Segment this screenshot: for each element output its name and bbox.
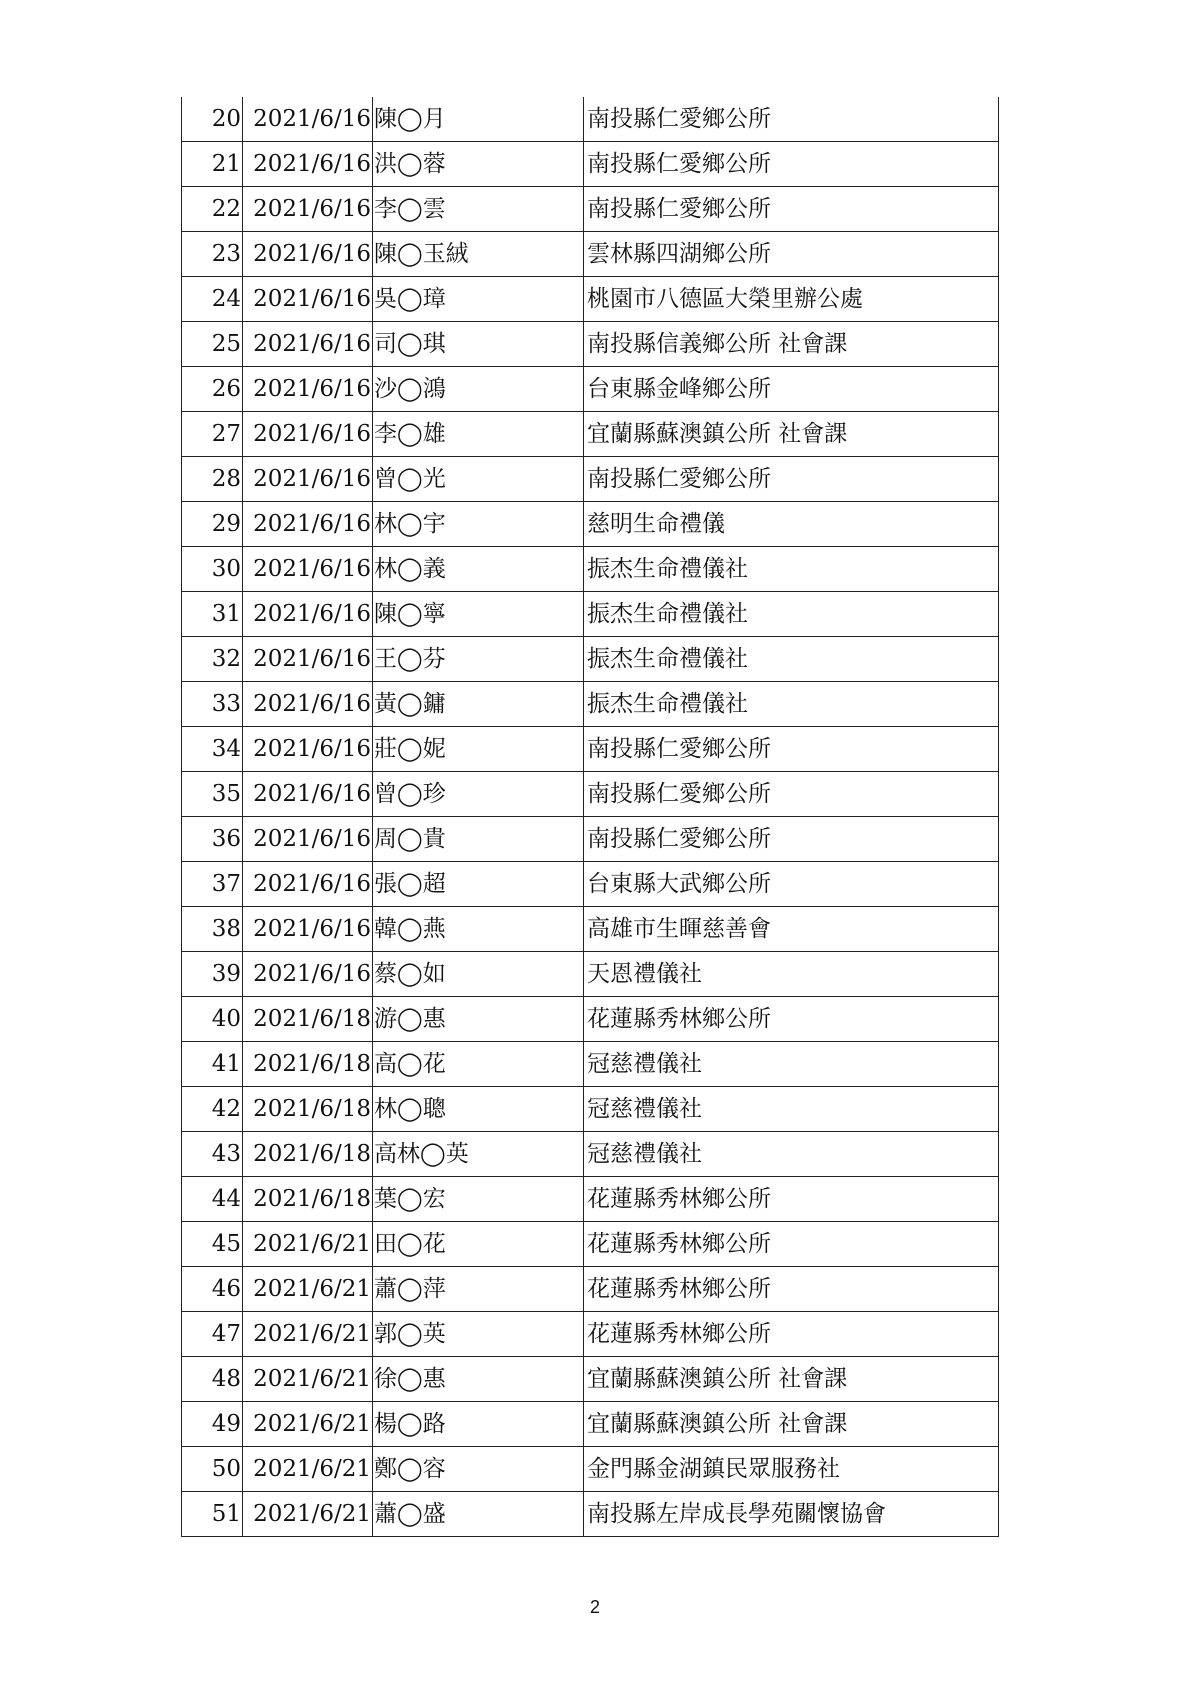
table-row: [182, 592, 999, 637]
name-cell: 蕭◯萍: [373, 1267, 584, 1312]
name-cell: 蔡◯如: [373, 952, 584, 997]
date-cell: 2021/6/16: [243, 502, 373, 547]
name-cell: 張◯超: [373, 862, 584, 907]
table-row: [182, 862, 999, 907]
organization-cell: 花蓮縣秀林鄉公所: [584, 997, 999, 1042]
date-cell: 2021/6/21: [243, 1267, 373, 1312]
date-cell: 2021/6/16: [243, 97, 373, 142]
date-cell: 2021/6/16: [243, 637, 373, 682]
page-number: 2: [589, 1597, 600, 1617]
row-number-cell: 20: [182, 97, 243, 142]
row-number-cell: 32: [182, 637, 243, 682]
date-cell: 2021/6/16: [243, 367, 373, 412]
organization-cell: 南投縣仁愛鄉公所: [584, 727, 999, 772]
organization-cell: 南投縣仁愛鄉公所: [584, 97, 999, 142]
name-cell: 高◯花: [373, 1042, 584, 1087]
name-cell: 曾◯珍: [373, 772, 584, 817]
table-row: [182, 232, 999, 277]
name-cell: 洪◯蓉: [373, 142, 584, 187]
name-cell: 楊◯路: [373, 1402, 584, 1447]
table-row: [182, 1087, 999, 1132]
table-row: [182, 502, 999, 547]
date-cell: 2021/6/18: [243, 1177, 373, 1222]
table-row: [182, 187, 999, 232]
date-cell: 2021/6/16: [243, 592, 373, 637]
table-row: [182, 412, 999, 457]
organization-cell: 台東縣金峰鄉公所: [584, 367, 999, 412]
name-cell: 韓◯燕: [373, 907, 584, 952]
name-cell: 黃◯鏞: [373, 682, 584, 727]
date-cell: 2021/6/16: [243, 232, 373, 277]
table-row: [182, 322, 999, 367]
organization-cell: 南投縣仁愛鄉公所: [584, 142, 999, 187]
date-cell: 2021/6/16: [243, 412, 373, 457]
table-row: [182, 727, 999, 772]
row-number-cell: 34: [182, 727, 243, 772]
organization-cell: 宜蘭縣蘇澳鎮公所 社會課: [584, 1402, 999, 1447]
row-number-cell: 49: [182, 1402, 243, 1447]
row-number-cell: 51: [182, 1492, 243, 1537]
organization-cell: 宜蘭縣蘇澳鎮公所 社會課: [584, 412, 999, 457]
row-number-cell: 44: [182, 1177, 243, 1222]
name-cell: 郭◯英: [373, 1312, 584, 1357]
date-cell: 2021/6/21: [243, 1357, 373, 1402]
records-table: [181, 97, 999, 1537]
row-number-cell: 38: [182, 907, 243, 952]
name-cell: 李◯雄: [373, 412, 584, 457]
name-cell: 莊◯妮: [373, 727, 584, 772]
row-number-cell: 48: [182, 1357, 243, 1402]
date-cell: 2021/6/16: [243, 142, 373, 187]
name-cell: 鄭◯容: [373, 1447, 584, 1492]
date-cell: 2021/6/16: [243, 682, 373, 727]
row-number-cell: 35: [182, 772, 243, 817]
date-cell: 2021/6/16: [243, 727, 373, 772]
row-number-cell: 28: [182, 457, 243, 502]
table-row: [182, 817, 999, 862]
row-number-cell: 50: [182, 1447, 243, 1492]
organization-cell: 振杰生命禮儀社: [584, 547, 999, 592]
organization-cell: 南投縣仁愛鄉公所: [584, 457, 999, 502]
table-row: [182, 682, 999, 727]
date-cell: 2021/6/16: [243, 952, 373, 997]
organization-cell: 花蓮縣秀林鄉公所: [584, 1312, 999, 1357]
organization-cell: 宜蘭縣蘇澳鎮公所 社會課: [584, 1357, 999, 1402]
organization-cell: 雲林縣四湖鄉公所: [584, 232, 999, 277]
organization-cell: 冠慈禮儀社: [584, 1042, 999, 1087]
row-number-cell: 27: [182, 412, 243, 457]
row-number-cell: 29: [182, 502, 243, 547]
date-cell: 2021/6/21: [243, 1312, 373, 1357]
date-cell: 2021/6/18: [243, 1087, 373, 1132]
date-cell: 2021/6/21: [243, 1402, 373, 1447]
row-number-cell: 42: [182, 1087, 243, 1132]
row-number-cell: 40: [182, 997, 243, 1042]
date-cell: 2021/6/21: [243, 1222, 373, 1267]
table-row: [182, 997, 999, 1042]
table-row: [182, 277, 999, 322]
name-cell: 林◯聰: [373, 1087, 584, 1132]
organization-cell: 振杰生命禮儀社: [584, 637, 999, 682]
table-row: [182, 1447, 999, 1492]
row-number-cell: 41: [182, 1042, 243, 1087]
table-row: [182, 142, 999, 187]
table-row: [182, 637, 999, 682]
name-cell: 高林◯英: [373, 1132, 584, 1177]
row-number-cell: 31: [182, 592, 243, 637]
row-number-cell: 36: [182, 817, 243, 862]
table-row: [182, 1042, 999, 1087]
name-cell: 陳◯月: [373, 97, 584, 142]
row-number-cell: 45: [182, 1222, 243, 1267]
table-row: [182, 1357, 999, 1402]
organization-cell: 南投縣仁愛鄉公所: [584, 187, 999, 232]
name-cell: 葉◯宏: [373, 1177, 584, 1222]
date-cell: 2021/6/18: [243, 1132, 373, 1177]
name-cell: 游◯惠: [373, 997, 584, 1042]
row-number-cell: 30: [182, 547, 243, 592]
organization-cell: 台東縣大武鄉公所: [584, 862, 999, 907]
table-row: [182, 1267, 999, 1312]
organization-cell: 金門縣金湖鎮民眾服務社: [584, 1447, 999, 1492]
organization-cell: 振杰生命禮儀社: [584, 592, 999, 637]
date-cell: 2021/6/16: [243, 187, 373, 232]
organization-cell: 花蓮縣秀林鄉公所: [584, 1222, 999, 1267]
date-cell: 2021/6/18: [243, 1042, 373, 1087]
table-row: [182, 952, 999, 997]
table-row: [182, 1402, 999, 1447]
date-cell: 2021/6/21: [243, 1447, 373, 1492]
date-cell: 2021/6/21: [243, 1492, 373, 1537]
name-cell: 蕭◯盛: [373, 1492, 584, 1537]
organization-cell: 慈明生命禮儀: [584, 502, 999, 547]
row-number-cell: 37: [182, 862, 243, 907]
table-row: [182, 97, 999, 142]
organization-cell: 振杰生命禮儀社: [584, 682, 999, 727]
organization-cell: 桃園市八德區大榮里辦公處: [584, 277, 999, 322]
name-cell: 司◯琪: [373, 322, 584, 367]
table-row: [182, 772, 999, 817]
name-cell: 田◯花: [373, 1222, 584, 1267]
name-cell: 陳◯玉絨: [373, 232, 584, 277]
row-number-cell: 25: [182, 322, 243, 367]
date-cell: 2021/6/16: [243, 322, 373, 367]
row-number-cell: 33: [182, 682, 243, 727]
name-cell: 林◯義: [373, 547, 584, 592]
organization-cell: 南投縣仁愛鄉公所: [584, 772, 999, 817]
row-number-cell: 22: [182, 187, 243, 232]
organization-cell: 冠慈禮儀社: [584, 1087, 999, 1132]
organization-cell: 南投縣信義鄉公所 社會課: [584, 322, 999, 367]
name-cell: 曾◯光: [373, 457, 584, 502]
table-row: [182, 907, 999, 952]
organization-cell: 花蓮縣秀林鄉公所: [584, 1267, 999, 1312]
row-number-cell: 43: [182, 1132, 243, 1177]
date-cell: 2021/6/16: [243, 907, 373, 952]
row-number-cell: 39: [182, 952, 243, 997]
date-cell: 2021/6/16: [243, 817, 373, 862]
records-table-body: [182, 97, 999, 1537]
row-number-cell: 47: [182, 1312, 243, 1357]
table-row: [182, 1222, 999, 1267]
table-row: [182, 1312, 999, 1357]
row-number-cell: 24: [182, 277, 243, 322]
name-cell: 李◯雲: [373, 187, 584, 232]
name-cell: 沙◯鴻: [373, 367, 584, 412]
name-cell: 王◯芬: [373, 637, 584, 682]
organization-cell: 南投縣仁愛鄉公所: [584, 817, 999, 862]
name-cell: 吳◯璋: [373, 277, 584, 322]
row-number-cell: 23: [182, 232, 243, 277]
organization-cell: 冠慈禮儀社: [584, 1132, 999, 1177]
organization-cell: 南投縣左岸成長學苑關懷協會: [584, 1492, 999, 1537]
date-cell: 2021/6/18: [243, 997, 373, 1042]
date-cell: 2021/6/16: [243, 457, 373, 502]
table-row: [182, 1132, 999, 1177]
date-cell: 2021/6/16: [243, 772, 373, 817]
row-number-cell: 21: [182, 142, 243, 187]
table-row: [182, 1177, 999, 1222]
date-cell: 2021/6/16: [243, 277, 373, 322]
date-cell: 2021/6/16: [243, 862, 373, 907]
row-number-cell: 46: [182, 1267, 243, 1312]
organization-cell: 天恩禮儀社: [584, 952, 999, 997]
name-cell: 周◯貴: [373, 817, 584, 862]
organization-cell: 高雄市生暉慈善會: [584, 907, 999, 952]
name-cell: 徐◯惠: [373, 1357, 584, 1402]
table-row: [182, 1492, 999, 1537]
date-cell: 2021/6/16: [243, 547, 373, 592]
table-row: [182, 457, 999, 502]
organization-cell: 花蓮縣秀林鄉公所: [584, 1177, 999, 1222]
table-row: [182, 547, 999, 592]
row-number-cell: 26: [182, 367, 243, 412]
table-row: [182, 367, 999, 412]
name-cell: 林◯宇: [373, 502, 584, 547]
name-cell: 陳◯寧: [373, 592, 584, 637]
